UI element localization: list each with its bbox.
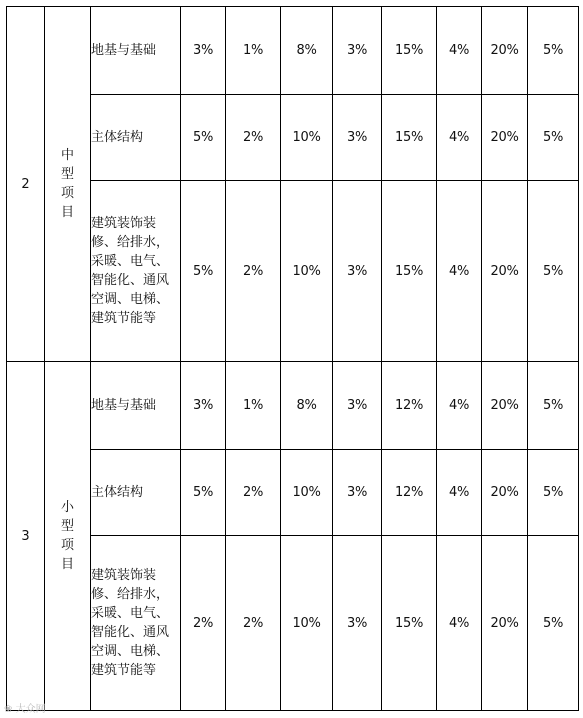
percent-cell: 20%	[482, 536, 528, 711]
percent-cell: 20%	[482, 181, 528, 362]
percent-cell: 2%	[181, 536, 226, 711]
percent-cell: 4%	[437, 450, 482, 536]
percent-cell: 3%	[333, 536, 382, 711]
percent-cell: 3%	[333, 7, 382, 95]
percent-cell: 10%	[281, 450, 333, 536]
table-row	[7, 181, 579, 362]
percent-cell: 8%	[281, 7, 333, 95]
percent-cell: 5%	[528, 450, 579, 536]
percent-cell: 5%	[181, 95, 226, 181]
percent-cell: 2%	[226, 95, 281, 181]
table-row	[7, 362, 579, 450]
percent-cell: 15%	[382, 7, 437, 95]
percent-cell: 10%	[281, 536, 333, 711]
percent-cell: 5%	[181, 181, 226, 362]
percent-cell: 20%	[482, 7, 528, 95]
watermark-text: 大众网	[15, 704, 46, 715]
work-category: 建筑装饰装修、给排水，采暖、电气、智能化、通风空调、电梯、建筑节能等	[91, 181, 181, 362]
percent-cell: 1%	[226, 362, 281, 450]
percent-cell: 5%	[528, 181, 579, 362]
percent-cell: 5%	[528, 362, 579, 450]
percent-cell: 12%	[382, 450, 437, 536]
percent-cell: 2%	[226, 181, 281, 362]
percent-cell: 20%	[482, 450, 528, 536]
percent-cell: 3%	[181, 362, 226, 450]
percent-cell: 5%	[528, 7, 579, 95]
percent-cell: 4%	[437, 362, 482, 450]
watermark	[4, 700, 46, 715]
row-index: 3	[7, 362, 45, 711]
percent-cell: 2%	[226, 450, 281, 536]
table-row	[7, 450, 579, 536]
table-row	[7, 536, 579, 711]
work-category: 地基与基础	[91, 7, 181, 95]
percent-cell: 10%	[281, 95, 333, 181]
watermark-logo-icon: ❀	[4, 704, 13, 715]
work-category: 地基与基础	[91, 362, 181, 450]
percent-cell: 20%	[482, 362, 528, 450]
percent-cell: 3%	[333, 95, 382, 181]
percent-cell: 4%	[437, 95, 482, 181]
percent-cell: 2%	[226, 536, 281, 711]
percent-cell: 3%	[333, 450, 382, 536]
work-category: 主体结构	[91, 95, 181, 181]
percent-cell: 20%	[482, 95, 528, 181]
percent-cell: 4%	[437, 181, 482, 362]
percent-cell: 4%	[437, 536, 482, 711]
table-row	[7, 7, 579, 95]
percent-cell: 3%	[333, 362, 382, 450]
row-index: 2	[7, 7, 45, 362]
percent-cell: 12%	[382, 362, 437, 450]
project-scale: 小型项目	[45, 362, 91, 711]
percent-cell: 1%	[226, 7, 281, 95]
project-scale: 中型项目	[45, 7, 91, 362]
percent-cell: 3%	[333, 181, 382, 362]
percent-cell: 8%	[281, 362, 333, 450]
percent-cell: 5%	[528, 536, 579, 711]
table-row	[7, 95, 579, 181]
work-category: 主体结构	[91, 450, 181, 536]
percent-cell: 5%	[181, 450, 226, 536]
percent-cell: 15%	[382, 95, 437, 181]
percentage-table	[6, 6, 579, 711]
percent-cell: 3%	[181, 7, 226, 95]
work-category: 建筑装饰装修、给排水，采暖、电气、智能化、通风空调、电梯、建筑节能等	[91, 536, 181, 711]
percent-cell: 5%	[528, 95, 579, 181]
percent-cell: 15%	[382, 536, 437, 711]
percent-cell: 10%	[281, 181, 333, 362]
percent-cell: 4%	[437, 7, 482, 95]
percent-cell: 15%	[382, 181, 437, 362]
